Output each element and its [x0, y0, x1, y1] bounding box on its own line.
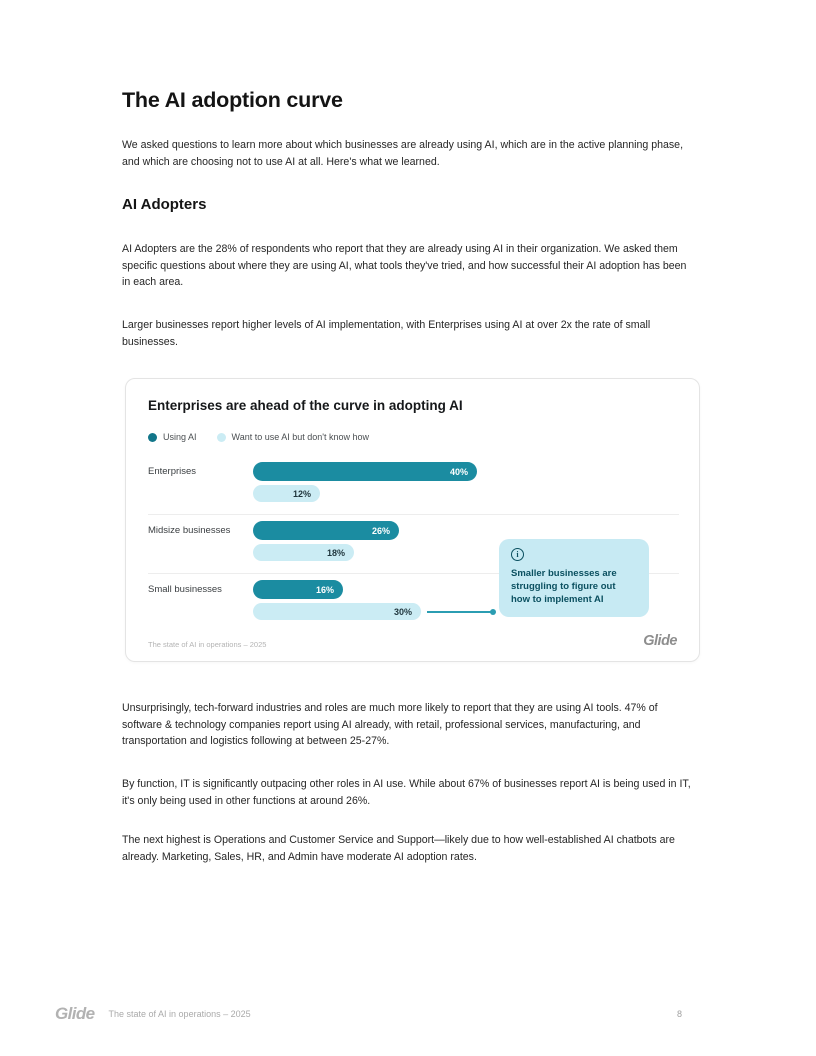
bar-want-to-use: [253, 603, 421, 620]
bar-group: [253, 462, 477, 502]
info-icon: i: [511, 548, 524, 561]
paragraph-next-highest: The next highest is Operations and Customer Service and Support—likely due to how well-established AI chatbots are already. Marketing, Sales, HR, and Admin have moderate AI adoption rates.: [122, 834, 675, 863]
bar-using-ai: [253, 462, 477, 481]
legend-label: Using AI: [163, 432, 197, 442]
chart-card: [125, 378, 700, 662]
bar-category-label: Enterprises: [148, 466, 197, 477]
paragraph-adopters-28pct: AI Adopters are the 28% of respondents who report that they are already using AI in their organization. We asked them specific questions about where they are using AI, what tools they've tried, and how successful their AI adoption has been in each area.: [122, 243, 687, 288]
annotation-box: [499, 539, 649, 617]
bar-using-ai: [253, 521, 399, 540]
legend-label: Want to use AI but don't know how: [231, 432, 369, 442]
bar-row: [148, 456, 679, 515]
bar-category-label: Midsize businesses: [148, 525, 231, 536]
page-footer: [55, 1003, 685, 1025]
paragraph-industries: Unsurprisingly, tech-forward industries and roles are much more likely to report that they are using AI tools. 47% of software & technology companies report using AI already, with retail, professional services, manufacturing, and transportation and logistics following at between 25-27%.: [122, 702, 658, 747]
bar-value-label: 26%: [371, 525, 390, 536]
legend-item: [148, 432, 197, 442]
chart-title: Enterprises are ahead of the curve in adopting AI: [148, 398, 463, 413]
glide-logo-footer: Glide: [55, 1004, 95, 1023]
glide-logo-chart: Glide: [643, 633, 677, 649]
bar-want-to-use: [253, 485, 320, 502]
bar-using-ai: [253, 580, 343, 599]
paragraph-it-function: By function, IT is significantly outpacing other roles in AI use. While about 67% of businesses report AI is being used in IT, it's only being used in other functions at around 26%.: [122, 778, 691, 807]
bar-category-label: Small businesses: [148, 584, 222, 595]
section-heading-ai-adopters: AI Adopters: [122, 196, 207, 213]
chart-card-footer: [148, 633, 677, 649]
intro-paragraph: We asked questions to learn more about which businesses are already using AI, which are in the active planning phase, and which are choosing not to use AI at all. Here's what we learned.: [122, 139, 684, 168]
bar-want-to-use: [253, 544, 354, 561]
arrow-line: [427, 611, 491, 613]
page-title: The AI adoption curve: [122, 88, 343, 112]
bar-value-label: 12%: [292, 488, 311, 499]
bar-value-label: 30%: [393, 606, 412, 617]
bar-group: [253, 580, 421, 620]
chart-source-label: The state of AI in operations – 2025: [148, 640, 267, 649]
bar-value-label: 18%: [326, 547, 345, 558]
legend-item: [217, 432, 369, 442]
bar-value-label: 40%: [449, 466, 468, 477]
legend-dot-icon: [217, 433, 226, 442]
bar-group: [253, 521, 399, 561]
chart-legend: [148, 432, 369, 442]
legend-dot-icon: [148, 433, 157, 442]
arrow-dot: [490, 609, 497, 616]
paragraph-larger-businesses: Larger businesses report higher levels of AI implementation, with Enterprises using AI at over 2x the rate of small businesses.: [122, 319, 651, 348]
annotation-arrow: [427, 607, 496, 616]
page-number: 8: [677, 1009, 683, 1019]
footer-doc-title: The state of AI in operations – 2025: [108, 1009, 251, 1019]
annotation-text: Smaller businesses are struggling to figure out how to implement AI: [511, 568, 617, 605]
bar-value-label: 16%: [315, 584, 334, 595]
